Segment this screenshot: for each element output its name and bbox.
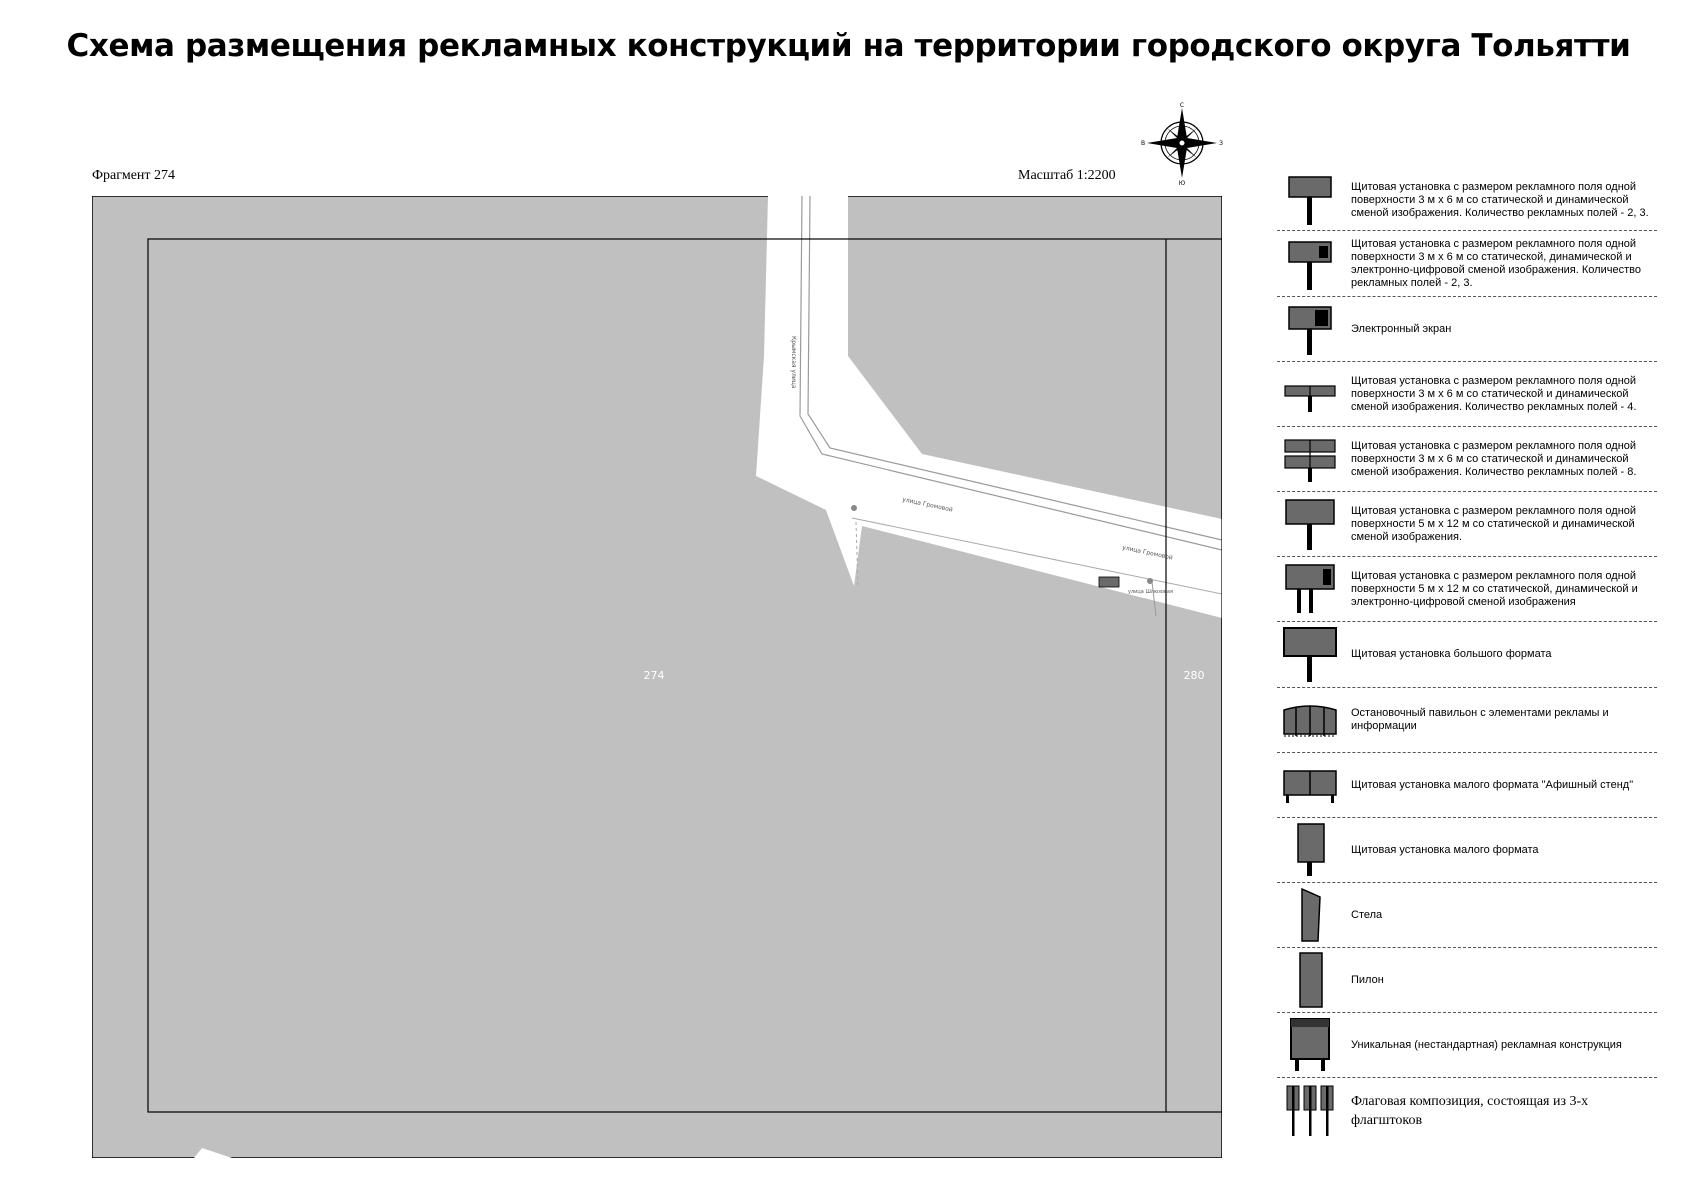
legend-text: Щитовая установка с размером рекламного поля одной поверхности 5 м х 12 м со статической, динамической и электронно-цифровой сменой изображения <box>1351 569 1638 608</box>
fragment-label: Фрагмент 274 <box>92 168 176 183</box>
legend-text: Щитовая установка с размером рекламного поля одной поверхности 3 м х 6 м со статической и динамической сменой изображения. Количество рекламных полей - 2, 3. <box>1351 180 1649 219</box>
legend-text: Щитовая установка малого формата "Афишный стенд" <box>1351 778 1634 791</box>
legend-item <box>1277 818 1657 883</box>
legend <box>1277 170 1657 1144</box>
unique-construction-icon <box>1285 1017 1335 1073</box>
compass-west-label: В <box>1140 140 1146 147</box>
legend-item <box>1277 688 1657 753</box>
legend-item <box>1277 297 1657 362</box>
legend-text: Щитовая установка с размером рекламного поля одной поверхности 3 м х 6 м со статической, динамической и электронно-цифровой сменой изображения. Количество рекламных полей - 2, 3. <box>1351 237 1641 289</box>
billboard-5x12-icon <box>1283 496 1337 552</box>
adjacent-sheet-number: 280 <box>1183 669 1205 682</box>
legend-item <box>1277 883 1657 948</box>
bus-stop-pavilion-icon <box>1282 700 1338 740</box>
legend-text: Щитовая установка с размером рекламного поля одной поверхности 5 м х 12 м со статической и динамической сменой изображения. <box>1351 504 1637 543</box>
legend-text: Остановочный павильон с элементами рекламы и информации <box>1351 707 1609 732</box>
flag-composition-icon <box>1283 1084 1337 1138</box>
street-label-krymskaya: Крымская улица <box>790 336 797 389</box>
legend-text: Уникальная (нестандартная) рекламная конструкция <box>1351 1038 1622 1051</box>
compass-north-label: С <box>1179 102 1185 109</box>
legend-text: Щитовая установка с размером рекламного поля одной поверхности 3 м х 6 м со статической и динамической сменой изображения. Количество рекламных полей - 8. <box>1351 439 1637 478</box>
legend-item <box>1277 557 1657 622</box>
sheet-number: 274 <box>643 669 665 682</box>
legend-item <box>1277 1013 1657 1078</box>
location-marker[interactable] <box>851 505 857 511</box>
bus-stop-marker[interactable] <box>1147 578 1153 584</box>
compass-east-label: З <box>1219 140 1223 147</box>
billboard-3x6-digital-icon <box>1285 236 1335 292</box>
legend-text: Щитовая установка большого формата <box>1351 648 1552 660</box>
legend-item <box>1277 170 1657 231</box>
billboard-3x6-icon <box>1285 173 1335 227</box>
bus-stop-label: улица Шлюзовая <box>1128 589 1173 595</box>
map-fragment <box>92 196 1222 1158</box>
pylon-icon <box>1290 951 1330 1009</box>
street-label-gromovoy-2: улица Громовой <box>1121 544 1174 562</box>
compass-south-label: Ю <box>1178 180 1186 186</box>
small-format-billboard-icon <box>1290 822 1330 878</box>
legend-text: Пилон <box>1351 973 1384 986</box>
billboard-5x12-digital-icon <box>1283 561 1337 617</box>
billboard-3x6-8-fields-icon <box>1283 434 1337 484</box>
electronic-screen-icon <box>1285 301 1335 357</box>
legend-item <box>1277 492 1657 557</box>
poster-stand-icon <box>1282 765 1338 805</box>
billboard-marker[interactable] <box>1099 577 1119 587</box>
legend-item <box>1277 427 1657 492</box>
legend-item <box>1277 231 1657 297</box>
legend-text: Щитовая установка с размером рекламного поля одной поверхности 3 м х 6 м со статической и динамической сменой изображения. Количество рекламных полей - 4. <box>1351 374 1637 413</box>
legend-text: Электронный экран <box>1351 322 1452 335</box>
map-title: Схема размещения рекламных конструкций на территории городского округа Тольятти <box>66 28 1631 64</box>
scale-label: Масштаб 1:2200 <box>1018 168 1116 183</box>
legend-text: Флаговая композиция, состоящая из 3-х флагштоков <box>1351 1094 1589 1128</box>
large-format-billboard-icon <box>1282 626 1338 684</box>
legend-item <box>1277 1078 1657 1144</box>
street-label-gromovoy: улица Громовой <box>901 496 954 514</box>
stela-icon <box>1290 887 1330 943</box>
legend-text: Щитовая установка малого формата <box>1351 843 1539 856</box>
compass-rose-icon <box>1140 100 1224 186</box>
legend-item <box>1277 948 1657 1013</box>
legend-text: Стела <box>1351 908 1383 921</box>
legend-item <box>1277 753 1657 818</box>
billboard-3x6-4-fields-icon <box>1283 374 1337 414</box>
legend-item <box>1277 362 1657 427</box>
legend-item <box>1277 622 1657 688</box>
